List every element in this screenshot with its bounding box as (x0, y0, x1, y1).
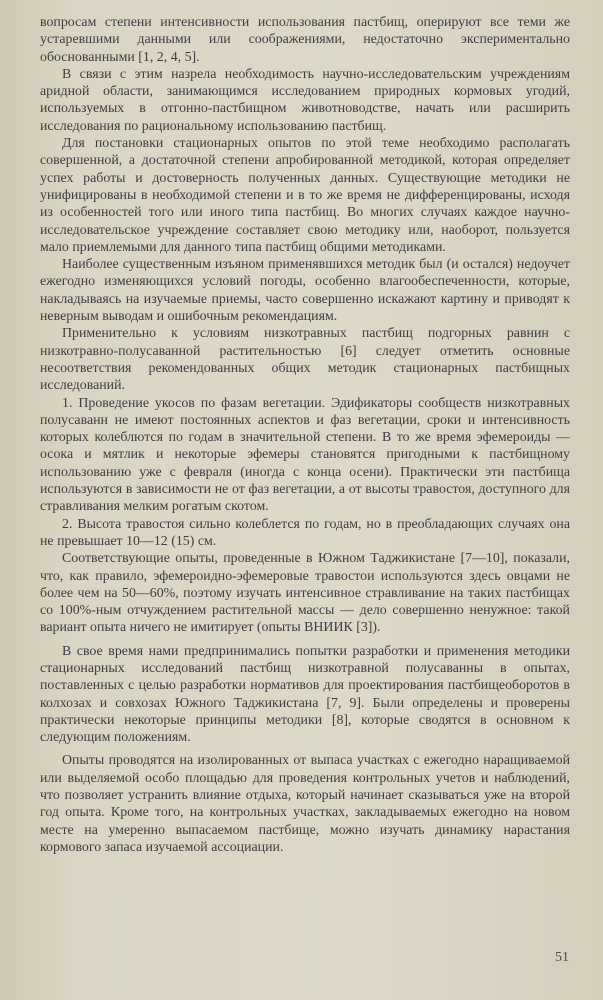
paragraph: Для постановки стационарных опытов по этой теме необходимо располагать совершенной, а достаточной степени апробированной методикой, которая определяет успех работы и достоверность полученных данных. Существующие методики не унифицированы в необходимой степени и в то же время не дифференцированы, исходя из особенностей того или иного типа пастбищ. Во многих случаях каждое научно-исследовательское учреждение составляет свою методику или, наоборот, пользуется мало приемлемыми для данного типа пастбищ общими методиками. (40, 136, 570, 255)
paragraph: 1. Проведение укосов по фазам вегетации. Эдификаторы сообществ низкотравных полусаванн не имеют постоянных аспектов и фаз вегетации, сроки и интенсивность которых колеблются по годам в значительной степени. В то же время эфемероиды — осока и мятлик и некоторые эфемеры становятся пригодными к пастбищному использованию уже с февраля (иногда с конца осени). Практически эти пастбища используются в зависимости не от фаз вегетации, а от высоты травостоя, доступного для стравливания мелким рогатым скотом. (40, 395, 570, 515)
paragraph: Применительно к условиям низкотравных пастбищ подгорных равнин с низкотравно-полусаванной растительностью [6] следует отметить основные несоответствия рекомендованных общих методик стационарных пастбищных исследований. (40, 326, 570, 394)
paragraph: 2. Высота травостоя сильно колеблется по годам, но в преобладающих случаях она не превышает 10—12 (15) см. (40, 516, 570, 549)
page-number: 51 (555, 950, 569, 965)
paragraph: Наиболее существенным изъяном применявшихся методик был (и остался) недоучет ежегодно изменяющихся условий погоды, особенно влагообеспеченности, которые, накладываясь на изучаемые приемы, часто совершенно искажают картину и приводят к неверным выводам и ошибочным рекомендациям. (40, 257, 570, 325)
paragraph: В свое время нами предпринимались попытки разработки и применения методики стационарных исследований пастбищ низкотравной полусаванны в опытах, поставленных с целью разработки нормативов для проектирования пастбищеоборотов в колхозах и совхозах Южного Таджикистана [7, 9]. Были определены и проверены практически некоторые принципы методики [8], которые сводятся в основном к следующим положениям. (40, 643, 570, 746)
paragraph: В связи с этим назрела необходимость научно-исследовательским учреждениям аридной области, занимающимся исследованием природных кормовых угодий, используемых в отгонно-пастбищном животноводстве, начать или расширить исследования по рациональному использованию пастбищ. (40, 66, 570, 134)
paragraph: Опыты проводятся на изолированных от выпаса участках с ежегодно наращиваемой или выделяемой особо площадью для проведения контрольных учетов и наблюдений, что позволяет устранить влияние отдыха, который начинает сказываться уже на второй год опыта. Кроме того, на контрольных участках, закладываемых ежегодно на новом месте на умеренно выпасаемом пастбище, можно изучать динамику нарастания кормового запаса изучаемой ассоциации. (40, 753, 570, 855)
paragraph: вопросам степени интенсивности использования пастбищ, оперируют все теми же устаревшими данными или соображениями, недостаточно экспериментально обоснованными [1, 2, 4, 5]. (40, 15, 570, 65)
body-text (40, 14, 570, 856)
paragraph: Соответствующие опыты, проведенные в Южном Таджикистане [7—10], показали, что, как правило, эфемероидно-эфемеровые травостои используются здесь овцами не более чем на 50—60%, поэтому изучать интенсивное стравливание на таких пастбищах со 100%-ным отчуждением растительной массы — дело совершенно ненужное: такой вариант опыта ничего не имитирует (опыты ВНИИК [3]). (40, 551, 570, 636)
